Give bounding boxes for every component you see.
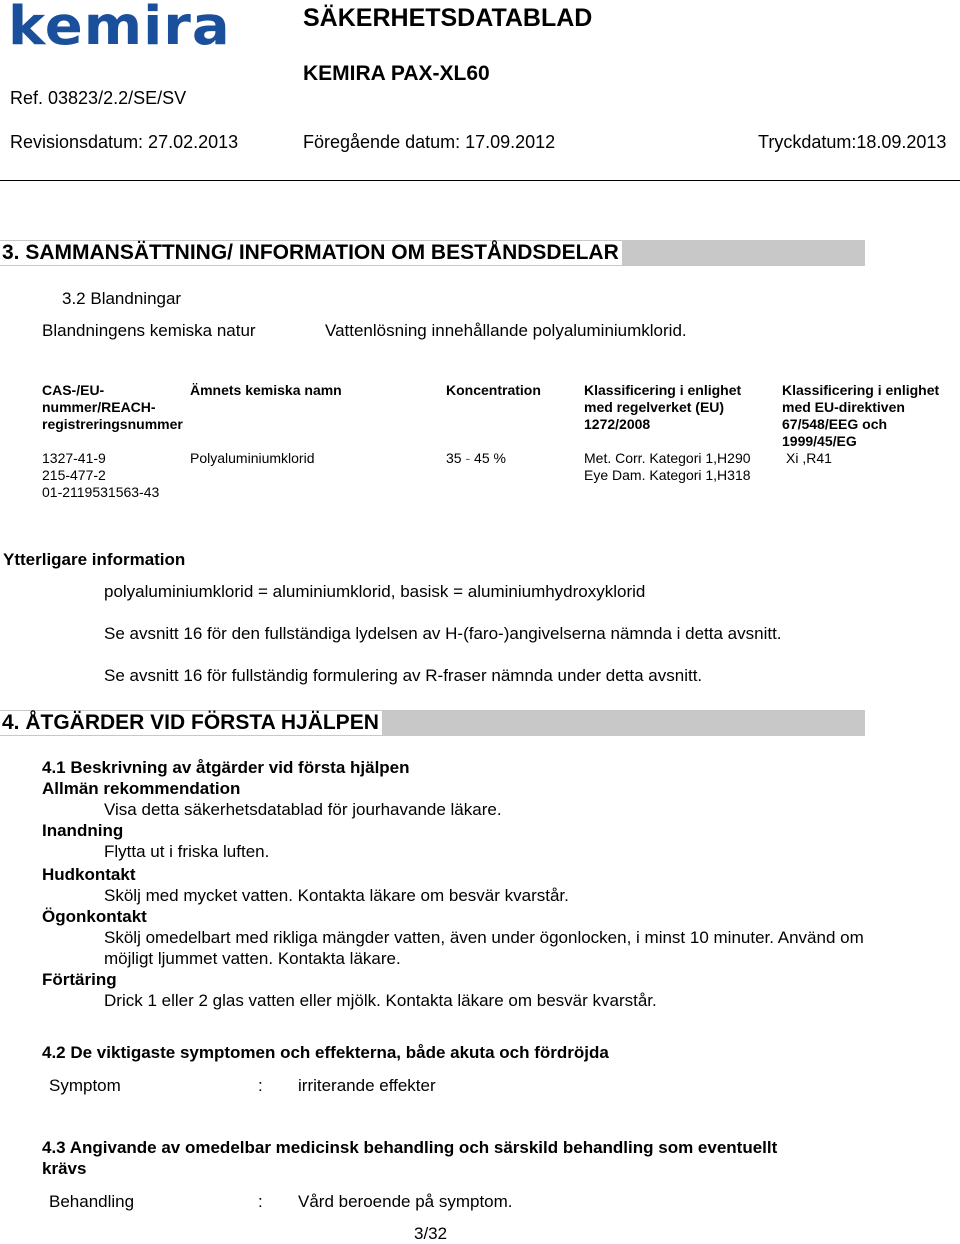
- symptom-separator: :: [258, 1076, 263, 1095]
- skin-contact-label: Hudkontakt: [42, 865, 136, 884]
- additional-info-title: Ytterligare information: [3, 550, 186, 569]
- col-header-clp-classification: Klassificering i enlighet med regelverket (EU) 1272/2008: [584, 382, 742, 432]
- document-title: SÄKERHETSDATABLAD: [303, 4, 593, 32]
- treatment-label: Behandling: [49, 1192, 135, 1211]
- cas-number: 1327-41-9: [42, 450, 106, 466]
- kemira-logo: kemira: [8, 0, 231, 58]
- dsd-classification: Xi ,R41: [786, 450, 832, 466]
- eye-contact-text-line-2: möjligt ljummet vatten. Kontakta läkare.: [104, 949, 401, 968]
- additional-info-line-1: polyaluminiumklorid = aluminiumklorid, basisk = aluminiumhydroxyklorid: [104, 582, 646, 601]
- mixture-nature-label: Blandningens kemiska natur: [42, 321, 256, 340]
- section-3-title: 3. SAMMANSÄTTNING/ INFORMATION OM BESTÅNDSDELAR: [0, 241, 622, 265]
- col-header-dsd-classification: Klassificering i enlighet med EU-direktiven 67/548/EEG och 1999/45/EG: [782, 382, 940, 449]
- section-4-3-title-line-1: 4.3 Angivande av omedelbar medicinsk behandling och särskild behandling som eventuellt: [42, 1138, 778, 1157]
- eye-contact-label: Ögonkontakt: [42, 907, 147, 926]
- header-divider: [0, 180, 960, 181]
- skin-contact-text: Skölj med mycket vatten. Kontakta läkare om besvär kvarstår.: [104, 886, 569, 905]
- section-3-bar: [0, 240, 865, 266]
- concentration: [446, 450, 506, 467]
- symptom-value: irriterande effekter: [298, 1076, 436, 1095]
- page-number: 3/32: [414, 1224, 448, 1243]
- additional-info-line-3: Se avsnitt 16 för fullständig formulering av R-fraser nämnda under detta avsnitt.: [104, 666, 703, 685]
- section-4-title: 4. ÅTGÄRDER VID FÖRSTA HJÄLPEN: [0, 711, 382, 735]
- product-name: KEMIRA PAX-XL60: [303, 62, 490, 85]
- section-3-2-title: 3.2 Blandningar: [62, 289, 182, 308]
- section-4-3-title-line-2: krävs: [42, 1159, 87, 1178]
- section-4-1-title: 4.1 Beskrivning av åtgärder vid första hjälpen: [42, 758, 410, 777]
- symptom-label: Symptom: [49, 1076, 121, 1095]
- mixture-nature-value: Vattenlösning innehållande polyaluminiumklorid.: [325, 321, 687, 340]
- additional-info-line-2: Se avsnitt 16 för den fullständiga lydelsen av H-(faro-)angivelserna nämnda i detta avsnitt.: [104, 624, 782, 643]
- previous-date: Föregående datum: 17.09.2012: [303, 132, 556, 152]
- clp-classification-2: Eye Dam. Kategori 1,H318: [584, 467, 751, 483]
- reach-number: 01-2119531563-43: [42, 484, 160, 500]
- concentration-low: 35: [446, 450, 462, 466]
- chemical-name: Polyaluminiumklorid: [190, 450, 315, 466]
- col-header-cas: CAS-/EU-nummer/REACH-registreringsnummer: [42, 382, 183, 432]
- section-4-2-title: 4.2 De viktigaste symptomen och effekterna, både akuta och fördröjda: [42, 1043, 609, 1062]
- treatment-value: Vård beroende på symptom.: [298, 1192, 513, 1211]
- ingestion-label: Förtäring: [42, 970, 117, 989]
- section-4-bar: [0, 710, 865, 736]
- revision-date: Revisionsdatum: 27.02.2013: [10, 132, 239, 152]
- inhalation-text: Flytta ut i friska luften.: [104, 842, 270, 861]
- general-advice-label: Allmän rekommendation: [42, 779, 241, 798]
- general-advice-text: Visa detta säkerhetsdatablad för jourhavande läkare.: [104, 800, 502, 819]
- ingestion-text: Drick 1 eller 2 glas vatten eller mjölk. Kontakta läkare om besvär kvarstår.: [104, 991, 657, 1010]
- eye-contact-text-line-1: Skölj omedelbart med rikliga mängder vatten, även under ögonlocken, i minst 10 minuter. Använd om: [104, 928, 864, 947]
- col-header-chemical-name: Ämnets kemiska namn: [190, 382, 342, 398]
- inhalation-label: Inandning: [42, 821, 124, 840]
- concentration-dash: -: [465, 450, 471, 466]
- treatment-separator: :: [258, 1192, 263, 1211]
- col-header-concentration: Koncentration: [446, 382, 541, 398]
- clp-classification-1: Met. Corr. Kategori 1,H290: [584, 450, 751, 466]
- document-reference: Ref. 03823/2.2/SE/SV: [10, 88, 187, 108]
- print-date: Tryckdatum:18.09.2013: [758, 132, 947, 152]
- concentration-high: 45 %: [474, 450, 506, 466]
- ec-number: 215-477-2: [42, 467, 106, 483]
